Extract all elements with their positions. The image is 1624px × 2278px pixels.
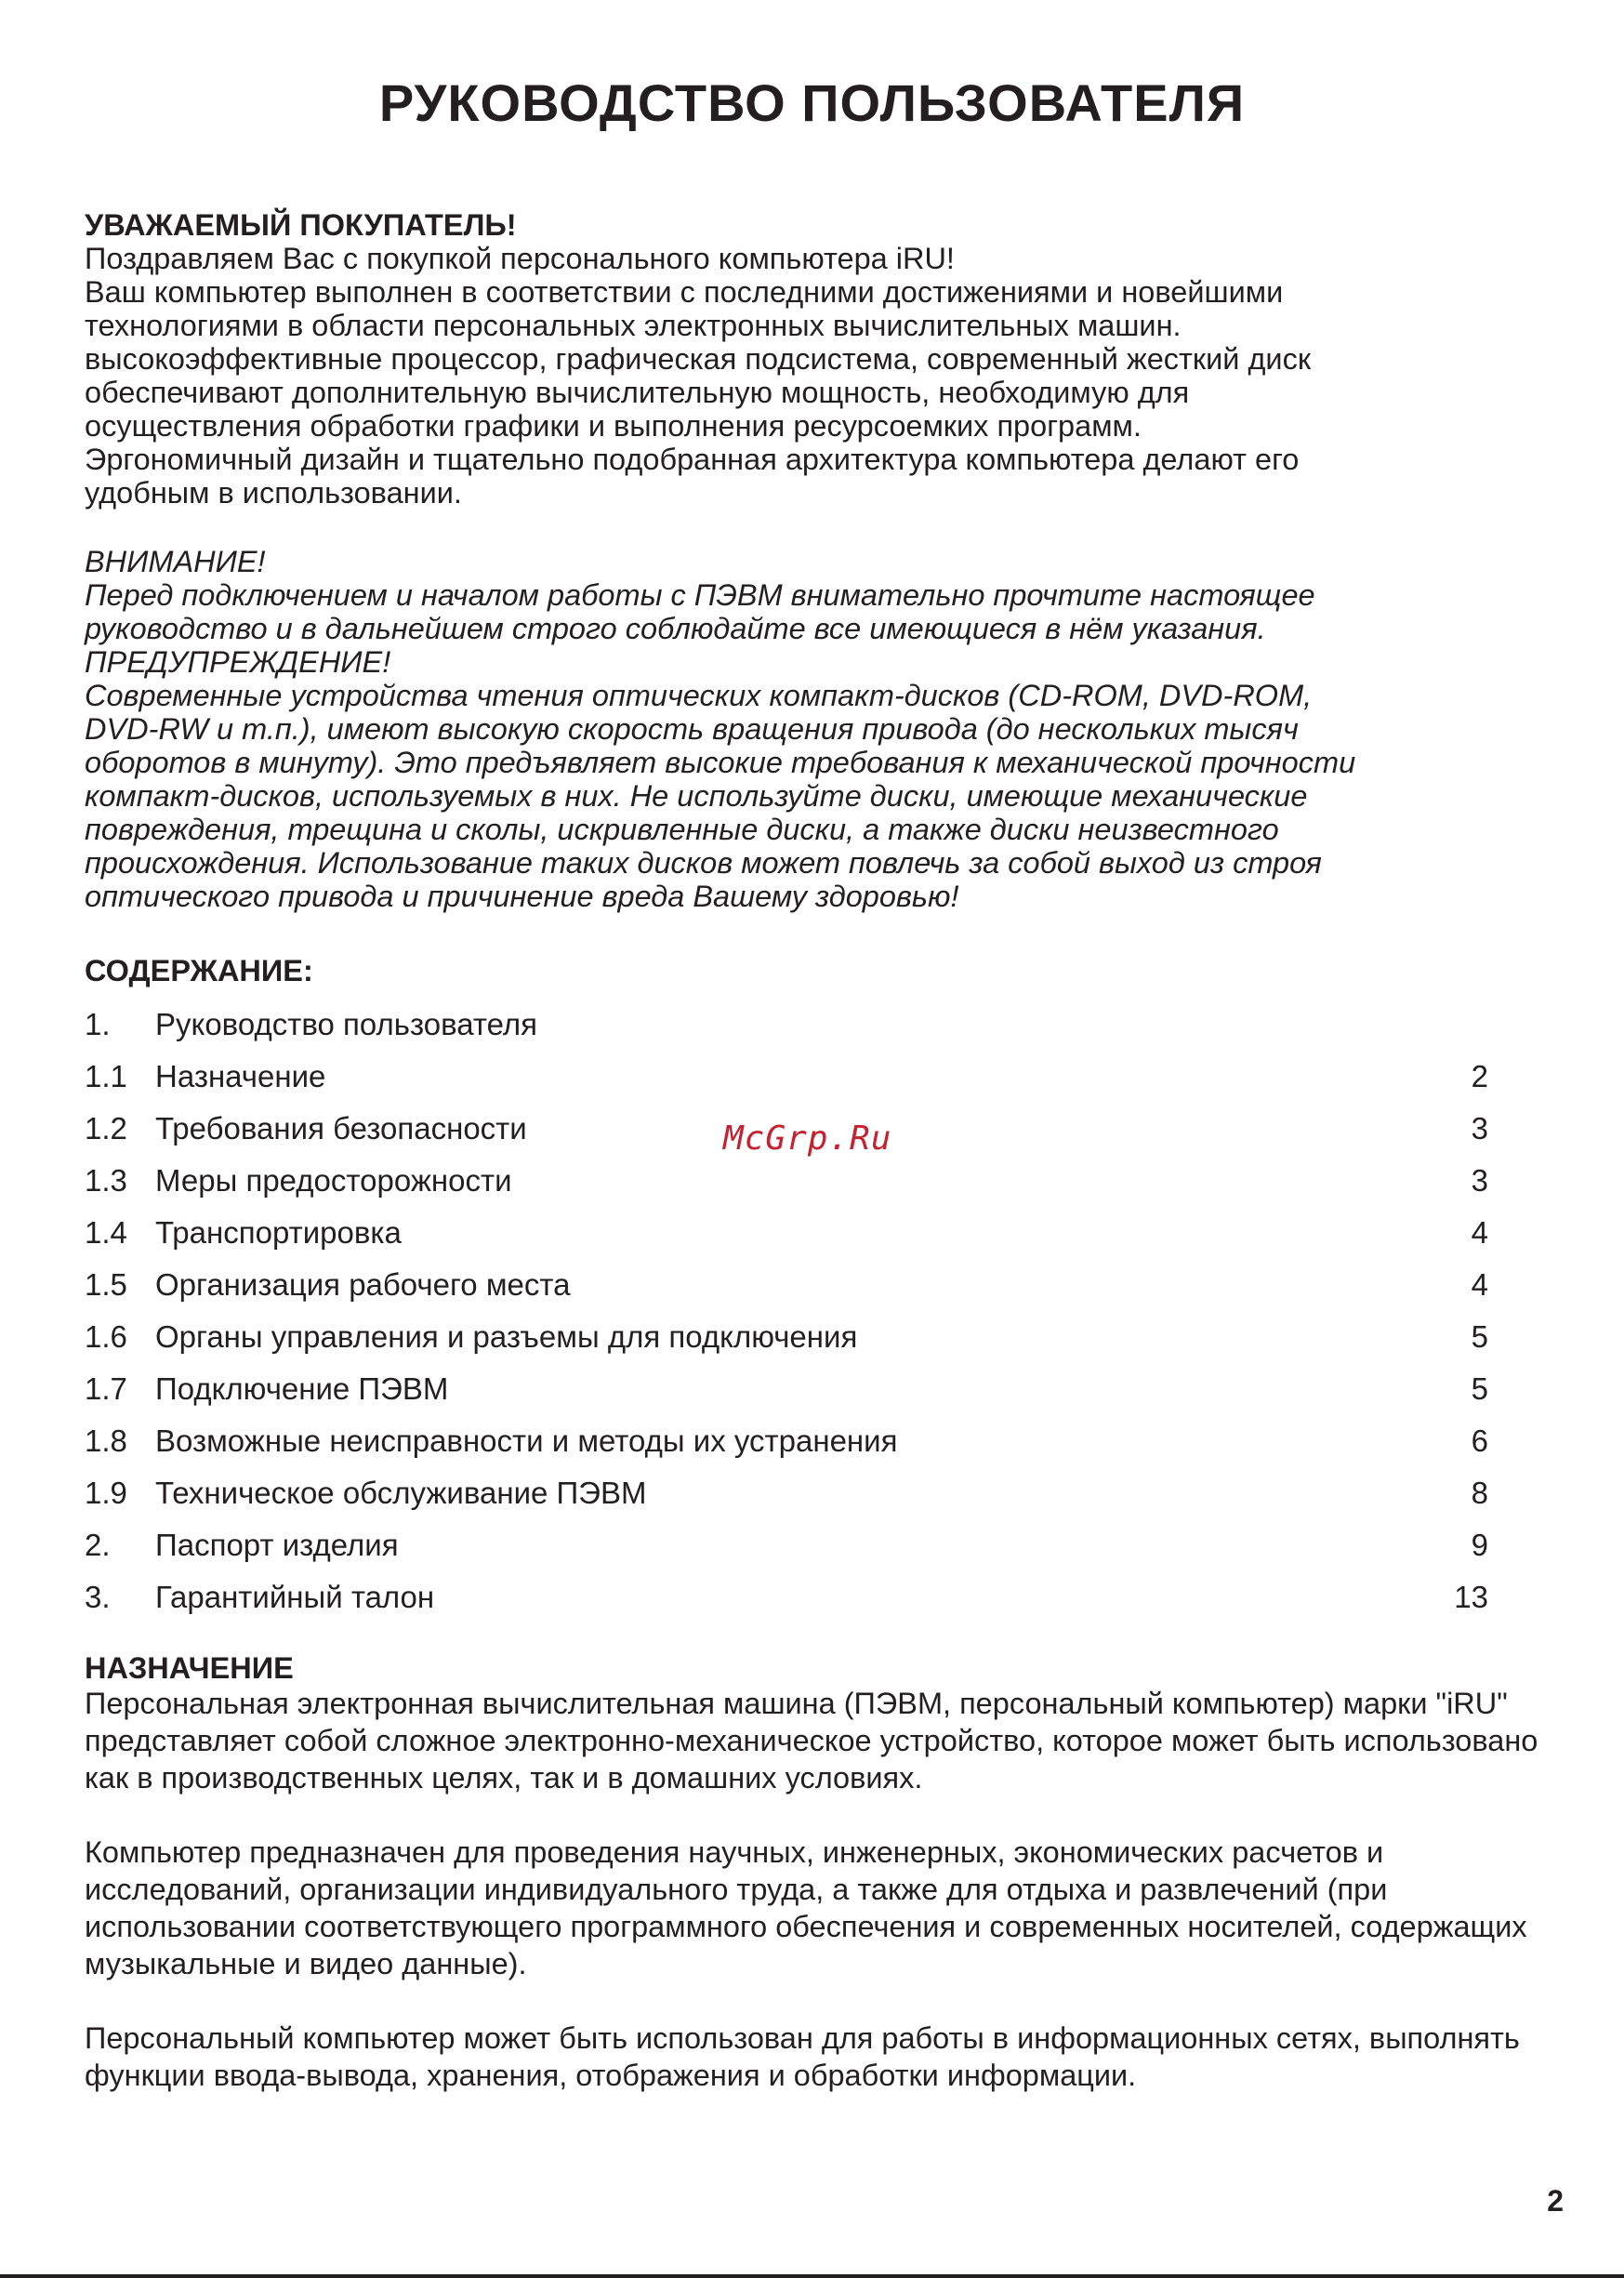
toc-entry[interactable] xyxy=(85,1160,1488,1212)
intro-line: высокоэффективные процессор, графическая подсистема, современный жесткий диск xyxy=(85,342,1312,376)
toc-label: Транспортировка xyxy=(155,1215,402,1250)
warning-line: повреждения, трещина и сколы, искривленные диски, а также диски неизвестного xyxy=(85,813,1279,846)
toc-label: Техническое обслуживание ПЭВМ xyxy=(155,1476,647,1510)
naznachenie-section xyxy=(85,1651,1572,2131)
warning-line: ВНИМАНИЕ! xyxy=(85,545,266,578)
toc-entry[interactable] xyxy=(85,1525,1488,1577)
toc-label: Подключение ПЭВМ xyxy=(155,1371,449,1406)
page-number: 2 xyxy=(1547,2184,1564,2218)
intro-line: Ваш компьютер выполнен в соответствии с последними достижениями и новейшими xyxy=(85,275,1284,309)
naznachenie-paragraph: Компьютер предназначен для проведения научных, инженерных, экономических расчетов и исследований, организации индивидуального труда, а также для отдыха и развлечений (при использовании соответствующего программного обеспечения и современных носителей, содержащих музыкальные и видео данные). xyxy=(85,1835,1527,1980)
toc-entry[interactable] xyxy=(85,1473,1488,1525)
toc-entry[interactable] xyxy=(85,1056,1488,1108)
toc-page-number: 3 xyxy=(1471,1111,1488,1146)
warning-line: Современные устройства чтения оптических компакт-дисков (CD-ROM, DVD-ROM, xyxy=(85,679,1313,712)
toc-page-number: 4 xyxy=(1471,1215,1488,1250)
toc-entry[interactable] xyxy=(85,1212,1488,1265)
toc-page-number: 5 xyxy=(1471,1371,1488,1406)
toc-label: Организация рабочего места xyxy=(155,1267,571,1302)
toc-label: Органы управления и разъемы для подключения xyxy=(155,1319,858,1354)
toc-number: 1. xyxy=(85,1007,111,1041)
toc-label: Возможные неисправности и методы их устранения xyxy=(155,1424,898,1458)
toc-number: 1.3 xyxy=(85,1163,127,1198)
toc-entry[interactable] xyxy=(85,1004,1488,1056)
warning-line: Перед подключением и началом работы с ПЭВМ внимательно прочтите настоящее xyxy=(85,578,1315,612)
intro-line: технологиями в области персональных электронных вычислительных машин. xyxy=(85,309,1182,342)
warning-line: оптического привода и причинение вреда Вашему здоровью! xyxy=(85,880,959,913)
toc-label: Руководство пользователя xyxy=(155,1007,537,1041)
intro-section xyxy=(85,208,1572,510)
toc-number: 3. xyxy=(85,1580,111,1614)
toc-number: 1.6 xyxy=(85,1319,127,1354)
intro-line: осуществления обработки графики и выполнения ресурсоемких программ. xyxy=(85,409,1142,443)
toc-heading: СОДЕРЖАНИЕ: xyxy=(85,954,313,987)
warning-line: DVD-RW и т.п.), имеют высокую скорость вращения привода (до нескольких тысяч xyxy=(85,712,1299,746)
intro-heading: УВАЖАЕМЫЙ ПОКУПАТЕЛЬ! xyxy=(85,208,517,242)
intro-line: Поздравляем Вас с покупкой персонального компьютера iRU! xyxy=(85,242,955,275)
table-of-contents xyxy=(85,1004,1488,1629)
toc-label: Назначение xyxy=(155,1059,326,1093)
toc-number: 1.8 xyxy=(85,1424,127,1458)
toc-page-number: 3 xyxy=(1471,1163,1488,1198)
toc-page-number: 8 xyxy=(1471,1476,1488,1510)
toc-page-number: 6 xyxy=(1471,1424,1488,1458)
toc-entry[interactable] xyxy=(85,1577,1488,1629)
warning-section xyxy=(85,545,1572,913)
toc-number: 1.2 xyxy=(85,1111,127,1146)
warning-line: руководство и в дальнейшем строго соблюдайте все имеющиеся в нём указания. xyxy=(85,612,1266,645)
bottom-divider xyxy=(0,2274,1624,2278)
toc-label: Меры предосторожности xyxy=(155,1163,512,1198)
toc-number: 1.4 xyxy=(85,1215,127,1250)
warning-line: ПРЕДУПРЕЖДЕНИЕ! xyxy=(85,645,391,679)
intro-line: удобным в использовании. xyxy=(85,476,462,510)
naznachenie-paragraph: Персональная электронная вычислительная машина (ПЭВМ, персональный компьютер) марки "iRU" представляет собой сложное электронно-механическое устройство, которое может быть использовано как в производственных целях, так и в домашних условиях. xyxy=(85,1687,1538,1795)
toc-number: 1.5 xyxy=(85,1267,127,1302)
toc-page-number: 2 xyxy=(1471,1059,1488,1093)
warning-line: компакт-дисков, используемых в них. Не используйте диски, имеющие механические xyxy=(85,779,1308,813)
toc-page-number: 5 xyxy=(1471,1319,1488,1354)
toc-number: 1.7 xyxy=(85,1371,127,1406)
toc-label: Гарантийный талон xyxy=(155,1580,435,1614)
toc-entry[interactable] xyxy=(85,1265,1488,1317)
toc-page-number: 13 xyxy=(1454,1580,1488,1614)
toc-page-number: 9 xyxy=(1471,1528,1488,1562)
toc-number: 1.9 xyxy=(85,1476,127,1510)
toc-entry[interactable] xyxy=(85,1317,1488,1369)
warning-line: оборотов в минуту). Это предъявляет высокие требования к механической прочности xyxy=(85,746,1356,779)
toc-page-number: 4 xyxy=(1471,1267,1488,1302)
toc-number: 1.1 xyxy=(85,1059,127,1093)
toc-label: Требования безопасности xyxy=(155,1111,527,1146)
intro-line: обеспечивают дополнительную вычислительную мощность, необходимую для xyxy=(85,376,1190,409)
naznachenie-paragraph: Персональный компьютер может быть использован для работы в информационных сетях, выполнять функции ввода-вывода, хранения, отображения и обработки информации. xyxy=(85,2021,1520,2092)
naznachenie-heading: НАЗНАЧЕНИЕ xyxy=(85,1651,294,1685)
page-title: РУКОВОДСТВО ПОЛЬЗОВАТЕЛЯ xyxy=(378,73,1246,132)
toc-entry[interactable] xyxy=(85,1421,1488,1473)
intro-line: Эргономичный дизайн и тщательно подобранная архитектура компьютера делают его xyxy=(85,443,1300,476)
toc-label: Паспорт изделия xyxy=(155,1528,399,1562)
warning-line: происхождения. Использование таких дисков может повлечь за собой выход из строя xyxy=(85,846,1322,880)
toc-number: 2. xyxy=(85,1528,111,1562)
toc-entry[interactable] xyxy=(85,1369,1488,1421)
watermark-text: McGrp.Ru xyxy=(723,1119,892,1158)
